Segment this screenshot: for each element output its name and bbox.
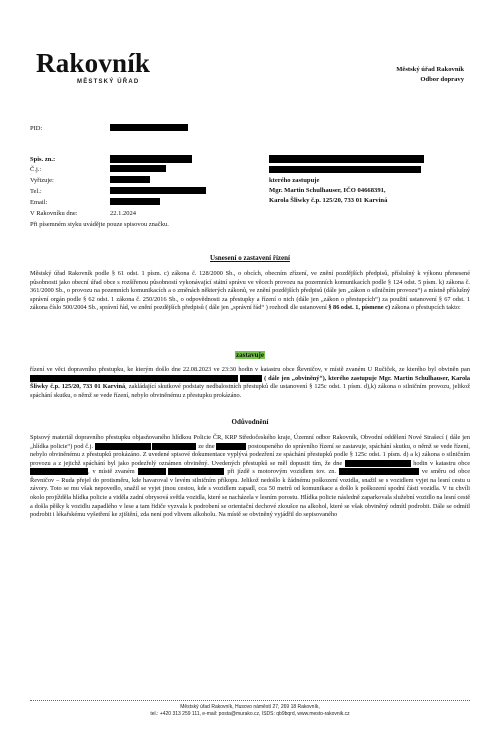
vyrizuje-label: Vyřizuje: <box>30 177 54 184</box>
office-name: Městský úřad Rakovník <box>396 66 464 73</box>
redacted-recipient-address <box>269 166 421 173</box>
redacted-cj <box>110 165 166 172</box>
redacted-pid <box>110 124 188 131</box>
reasoning-heading: Odůvodnění <box>231 418 269 426</box>
office-address <box>396 65 464 84</box>
redacted-event-date <box>345 460 411 467</box>
redacted-case-number-2 <box>152 443 196 450</box>
redacted-municipality <box>30 468 88 475</box>
decision-heading <box>0 351 500 361</box>
correspondence-note: Při písemném styku uvádějte pouze spisovou značku. <box>30 221 169 228</box>
footer <box>0 704 500 718</box>
email-label: Email: <box>30 199 48 206</box>
redacted-accused-id <box>240 375 262 382</box>
document-title: Usnesení o zastavení řízení <box>210 254 290 262</box>
logo-subtitle: MĚSTSKÝ ÚŘAD <box>77 79 140 85</box>
reasoning-paragraph: Spisový materiál dopravního přestupku objasňovaného hlídkou Policie ČR, KRP Středočeského kraje, Územní odbor Rakovník, Obvodní oddělení Nové Strašecí ( dále jen „hlídka policie“) pod č.j. ze dne postoupeného do správního řízení se zastavuje, spáchání skutku, o němž se vede řízení, nebylo obviněnému z přestupků prokázáno. Z uvedené spisové dokumentace vyplývá podezření ze spáchání přestupků podle § 125c odst. 1 písm. d) a k) zákona o silničním provozu a z jejichž spáchání byl jako podezřelý oznámen obviněný. Uvedených přestupků se měl dopustit tím, že dne hodin v katastru obce , v místě zvaném při jízdě s motorovým vozidlem tov. zn. ve směru od obce Řevničov – Ruda přejel do protisměru, kde havaroval v levém silničním příkopu. Jelikož nedošlo k žádnému poškození vozidla, snažil se s vozidlem vyjet na lesní cestu u závory. Toto se mu však nepovedlo, snažil se vyjet jinou cestou, kde s vozidlem zapadl, cca 50 metrů od komunikace a došlo k poškození spodní části vozidla. V tu chvíli okolo projížděla hlídka policie a viděla zadní obrysová světla vozidla, které se nacházela v lesním porostu. Hlídka policie následně zaparkovala služební vozidlo na lesní cestě a došla pěšky k vozidlu zapadlého v lese a tam řidiče vyzvala k podrobení se orientační dechové zkoušce na alkohol, které se však obviněný odmítl podrobit. Dále se odmítl podrobit i lékařskému vyšetření ke zjištění, zda není pod vlivem alkoholu. Na místě se obviněný vyjádřil do sepisovaného <box>30 434 471 519</box>
footer-line-2: tel.: +420 313 259 111, e-mail: posta@murako.cz, ISDS: qb9bqrd, www.mesto-rakovnik.cz <box>150 711 350 717</box>
redacted-tel <box>110 187 206 194</box>
recipient-line-1: kterého zastupuje <box>269 177 320 184</box>
tel-label: Tel.: <box>30 188 42 195</box>
footer-line-1: Městský úřad Rakovník, Husovo náměstí 27, 269 18 Rakovník, <box>180 704 320 710</box>
spis-label: Spis. zn.: <box>30 156 56 163</box>
intro-paragraph: Městský úřad Rakovník podle § 61 odst. 1 písm. c) zákona č. 128/2000 Sb., o obcích, obecním zřízení, ve znění pozdějších předpisů, příslušný k výkonu přenesené působnosti jako obecní úřad obce s rozšířenou působností vykonávající státní správu ve věcech provozu na pozemních komunikacích podle § 124 odst. 5 písm. k) zákona č. 361/2000 Sb., o provozu na pozemních komunikacích a o změnách některých zákonů, ve znění pozdějších předpisů (dále jen „zákon o silničním provozu“) a místně příslušný správní orgán podle § 62 odst. 1 zákona č. 250/2016 Sb., o odpovědnosti za přestupky a řízení o nich (dále jen „zákon o přestupcích“) za použití ustanovení § 67 odst. 1 zákona číslo 500/2004 Sb., správní řád, ve znění pozdějších předpisů ( dále jen „správní řád“ ) rozhodl dle ustanovení § 86 odst. 1, písmene c) zákona o přestupcích takto: <box>30 270 470 312</box>
redacted-vyrizuje <box>110 176 150 183</box>
intro-bold: § 86 odst. 1, písmene c) <box>328 304 391 312</box>
footer-divider <box>30 700 470 701</box>
redacted-recipient-name <box>269 155 424 163</box>
redacted-vehicle-plate <box>339 468 419 475</box>
cj-label: Č.j.: <box>30 166 42 173</box>
recipient-block <box>269 176 387 206</box>
logo-text: Rakovník <box>36 48 151 78</box>
redacted-vehicle <box>168 468 224 475</box>
date-label: V Rakovníku dne: <box>30 210 78 217</box>
redacted-accused-name <box>30 375 238 382</box>
decision-paragraph: řízení ve věci dopravního přestupku, ke kterým došlo dne 22.08.2023 ve 23:30 hodin v katastru obce Řevničov, v místě zvaném U Ručiček, ze kterého byl obviněn pan ( dále jen „obviněný“), kterého zastupuje Mgr. Martin Schulhauser, Karola Šliwky č.p. 125/20, 733 01 Karviná, zakládající skutkové podstaty nedbalostních přestupků dle ustanovení § 125c odst. 1 písm. d),k) zákona o silničním provozu, jelikož spáchání skutku, o němž se vede řízení, nebylo obviněnému z přestupku prokázáno. <box>30 366 471 399</box>
redacted-spis <box>110 155 192 163</box>
recipient-line-3: Karola Šliwky č.p. 125/20, 733 01 Karviná <box>269 196 388 204</box>
redacted-place <box>138 468 166 475</box>
redacted-case-number <box>95 443 151 450</box>
pid-label: PID: <box>30 125 43 132</box>
redacted-email <box>110 198 160 205</box>
department-name: Odbor dopravy <box>420 75 464 83</box>
recipient-line-2: Mgr. Martin Schulhauser, IČO 04668391, <box>269 186 386 194</box>
redacted-date <box>216 443 246 450</box>
date-value: 22.1.2024 <box>110 210 136 217</box>
decision-word: zastavuje <box>236 351 264 359</box>
